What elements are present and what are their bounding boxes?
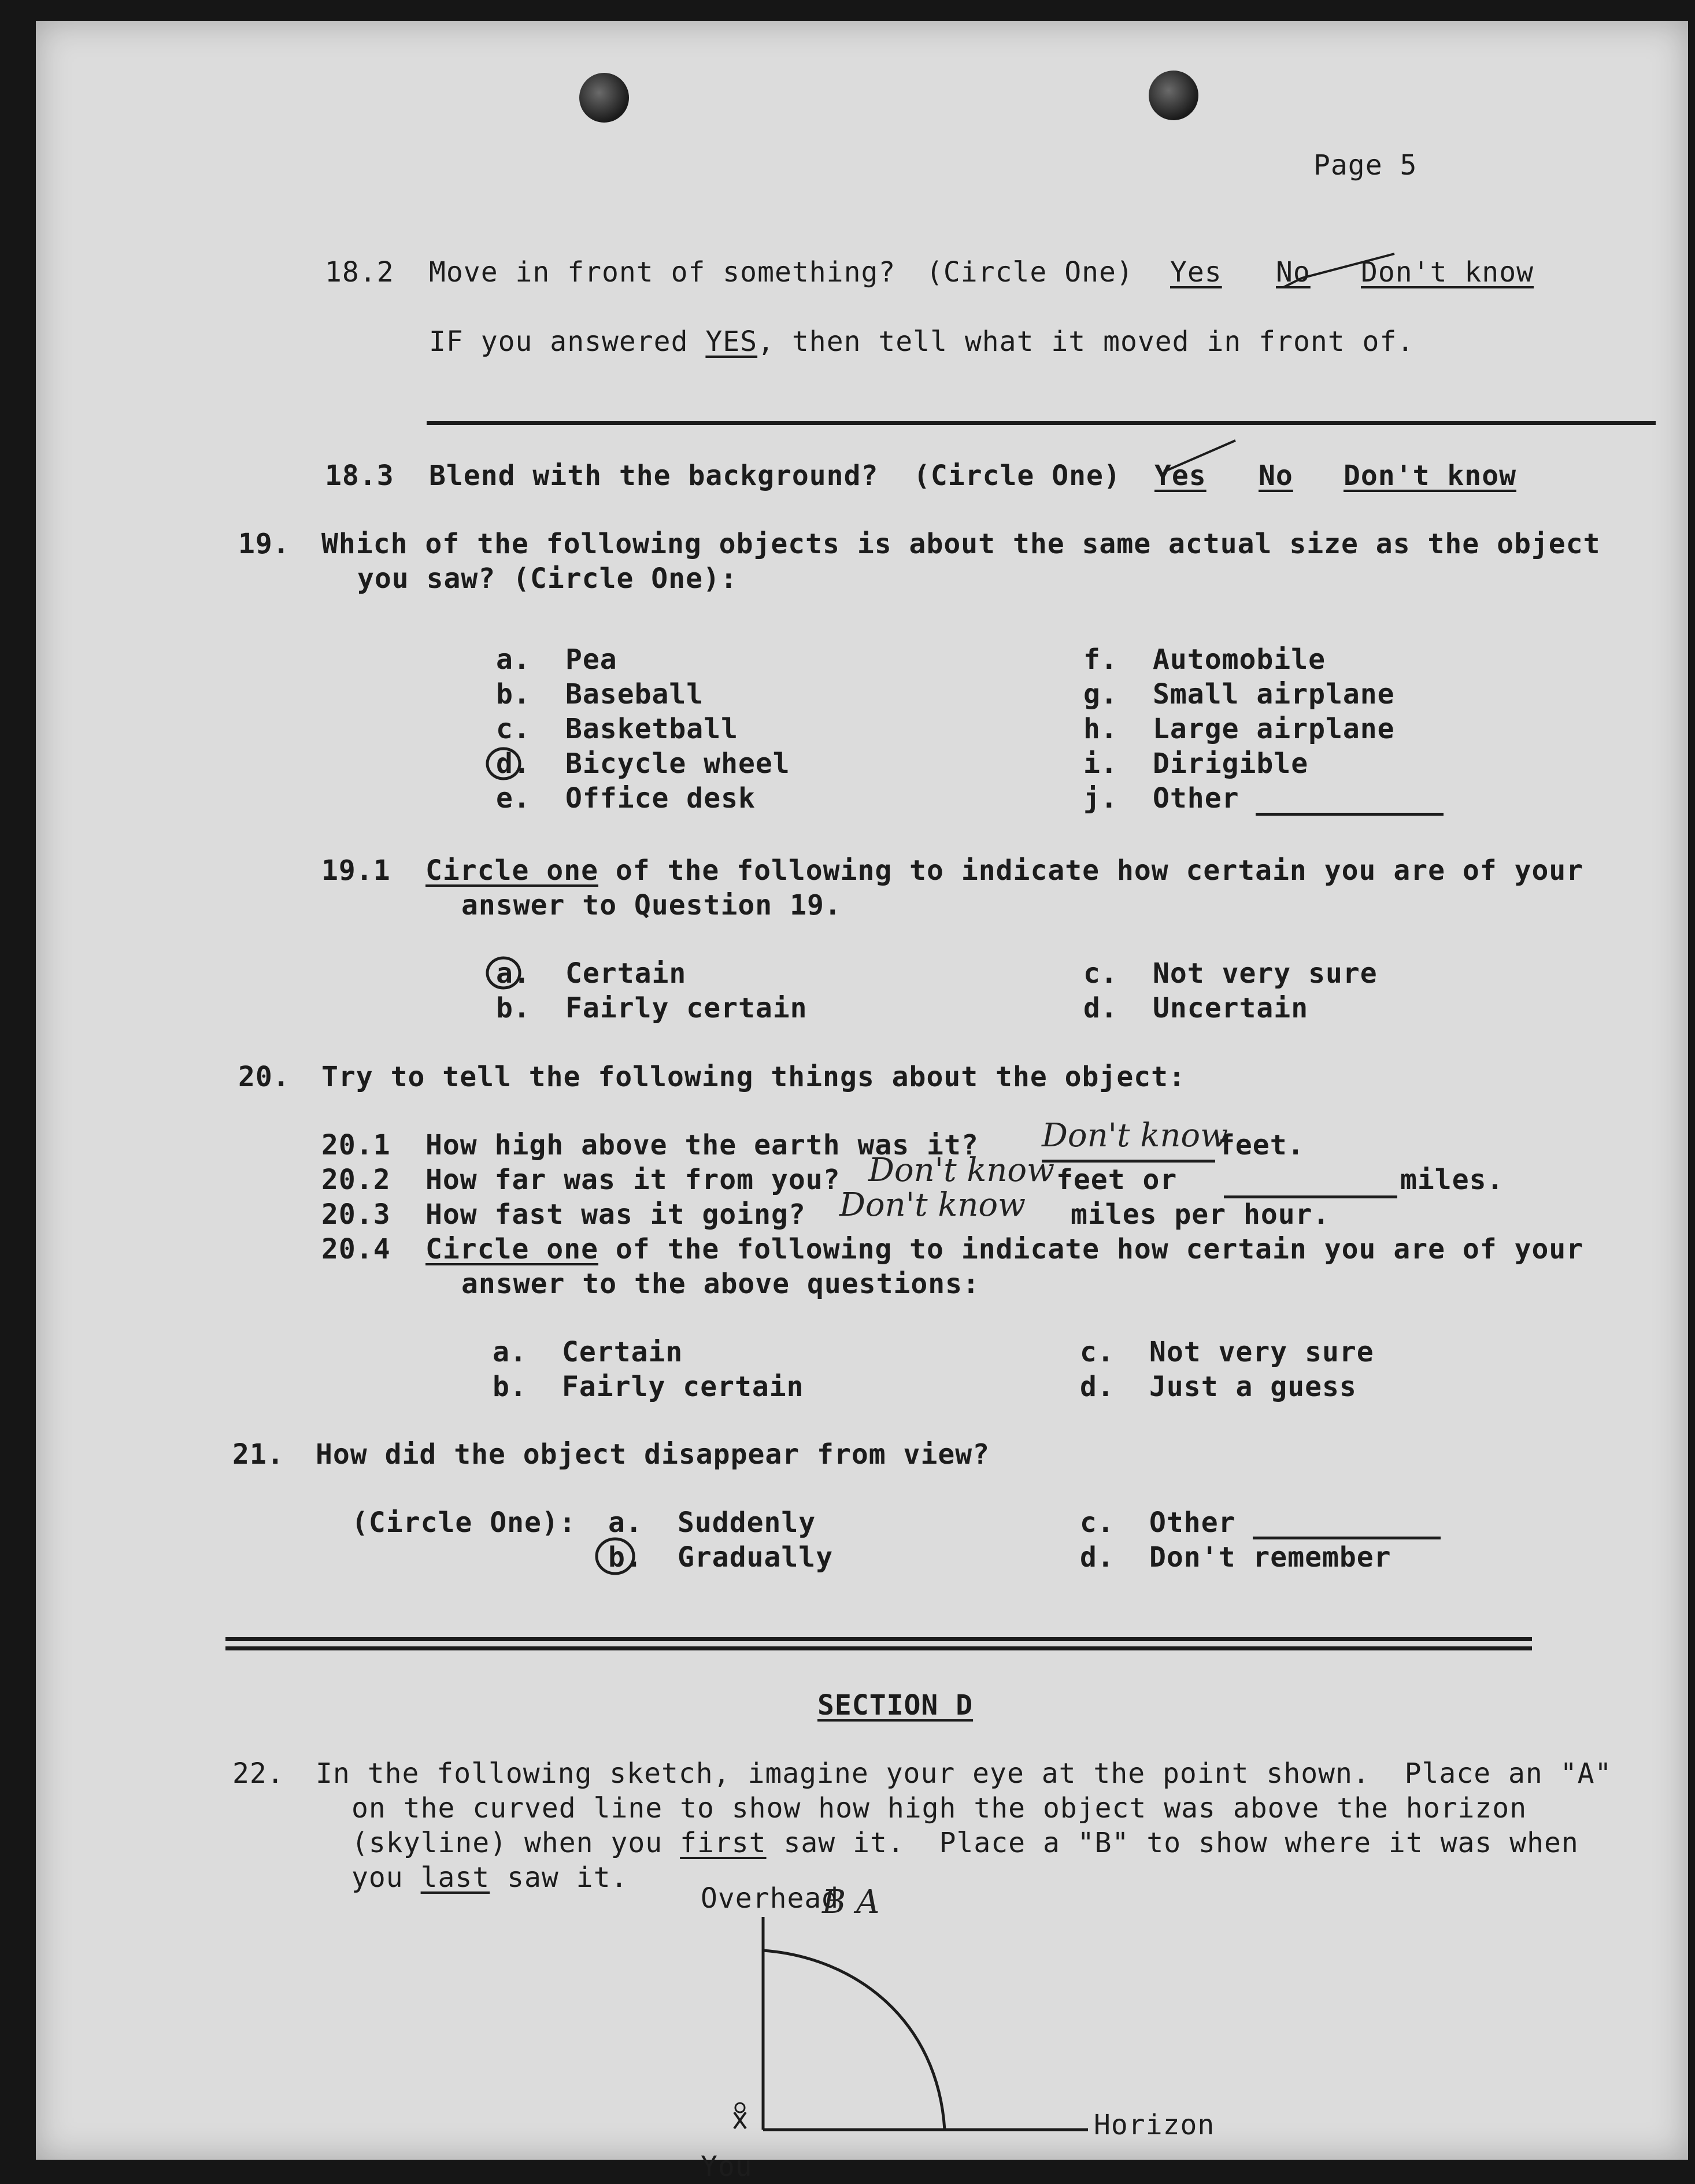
q19-1-number: 19.1 — [321, 854, 391, 887]
q21-text: How did the object disappear from view? — [316, 1438, 990, 1471]
eye-point-figure — [734, 2103, 746, 2129]
q20-2-number: 20.2 — [321, 1164, 391, 1196]
sketch-overhead-label: Overhead — [701, 1882, 839, 1915]
q19-letter-c: c. — [496, 713, 531, 745]
q20-3-unit: miles per hour. — [1071, 1198, 1330, 1231]
q19-letter-j: j. — [1083, 782, 1118, 815]
q20-3-text: How fast was it going? — [425, 1198, 806, 1231]
q20-1-unit: feet. — [1218, 1129, 1305, 1161]
q19-option-other[interactable]: Other — [1153, 782, 1239, 815]
q21-instruction: (Circle One): — [351, 1506, 576, 1539]
q21-letter-c: c. — [1080, 1506, 1115, 1539]
q18-2-answer-line[interactable] — [427, 421, 1656, 425]
document-page — [36, 21, 1688, 2183]
q19-1-line2: answer to Question 19. — [461, 889, 842, 921]
q19-letter-f: f. — [1083, 643, 1118, 676]
q19-line1: Which of the following objects is about the same actual size as the object — [321, 528, 1601, 560]
q21-answer-circle — [592, 1535, 638, 1577]
q20-option-just-a-guess[interactable]: Just a guess — [1149, 1371, 1357, 1403]
q19-line2: you saw? (Circle One): — [357, 562, 738, 595]
q20-option-certain[interactable]: Certain — [562, 1336, 683, 1368]
q18-2-followup-keyword: YES — [705, 325, 758, 358]
q19-option-basketball[interactable]: Basketball — [565, 713, 738, 745]
q19-option-pea[interactable]: Pea — [565, 643, 617, 676]
q22-keyword-first: first — [680, 1827, 767, 1859]
q19-letter-d: d. — [496, 747, 531, 780]
q19-1-letter-c: c. — [1083, 957, 1118, 990]
q19-letter-b: b. — [496, 678, 531, 710]
q22-line2: on the curved line to show how high the object was above the horizon — [351, 1792, 1527, 1824]
q21-option-other[interactable]: Other — [1149, 1506, 1236, 1539]
q20-2-unit: feet or — [1056, 1164, 1178, 1196]
q19-option-baseball[interactable]: Baseball — [565, 678, 704, 710]
q20-1-handwritten-answer[interactable]: Don't know — [1042, 1117, 1228, 1154]
punch-hole-right — [1149, 71, 1198, 120]
q18-3-question: Blend with the background? — [429, 460, 879, 492]
q21-letter-d: d. — [1080, 1541, 1115, 1574]
q19-number: 19. — [238, 528, 290, 560]
section-divider-bottom — [225, 1646, 1532, 1650]
q22-line4: you last saw it. — [351, 1861, 628, 1894]
q20-option-not-very-sure[interactable]: Not very sure — [1149, 1336, 1374, 1368]
q20-4-line1: Circle one of the following to indicate how certain you are of your — [425, 1233, 1584, 1265]
q19-option-small-airplane[interactable]: Small airplane — [1153, 678, 1395, 710]
q20-number: 20. — [238, 1061, 290, 1093]
q18-2-option-dont-know[interactable]: Don't know — [1361, 256, 1534, 288]
horizon-sketch[interactable] — [614, 1911, 1134, 2142]
q18-2-option-yes[interactable]: Yes — [1170, 256, 1222, 288]
q18-2-check-mark — [1279, 249, 1406, 295]
q19-option-dirigible[interactable]: Dirigible — [1153, 747, 1309, 780]
q20-option-fairly-certain[interactable]: Fairly certain — [562, 1371, 804, 1403]
q22-number: 22. — [232, 1757, 284, 1790]
q19-option-automobile[interactable]: Automobile — [1153, 643, 1326, 676]
q20-1-text: How high above the earth was it? — [425, 1129, 979, 1161]
q19-letter-e: e. — [496, 782, 531, 815]
q20-letter-d: d. — [1080, 1371, 1115, 1403]
q20-3-number: 20.3 — [321, 1198, 391, 1231]
q19-option-office-desk[interactable]: Office desk — [565, 782, 756, 815]
q21-number: 21. — [232, 1438, 284, 1471]
page-number: Page 5 — [1313, 149, 1418, 182]
q19-letter-a: a. — [496, 643, 531, 676]
q19-1-letter-d: d. — [1083, 992, 1118, 1024]
section-divider-top — [225, 1637, 1532, 1641]
q22-keyword-last: last — [420, 1861, 490, 1894]
q19-other-blank[interactable] — [1256, 813, 1444, 816]
q19-1-option-not-very-sure[interactable]: Not very sure — [1153, 957, 1378, 990]
q19-answer-circle — [484, 745, 524, 783]
q20-4-line2: answer to the above questions: — [461, 1268, 980, 1300]
q21-option-suddenly[interactable]: Suddenly — [678, 1506, 816, 1539]
q19-1-option-uncertain[interactable]: Uncertain — [1153, 992, 1309, 1024]
q18-2-instruction: (Circle One) — [926, 256, 1134, 288]
q18-3-option-no[interactable]: No — [1259, 460, 1293, 492]
q21-other-blank[interactable] — [1253, 1537, 1441, 1539]
q20-2-handwritten-answer[interactable]: Don't know — [868, 1152, 1055, 1189]
q20-1-number: 20.1 — [321, 1129, 391, 1161]
q21-letter-b: b. — [608, 1541, 643, 1574]
q18-3-option-yes[interactable]: Yes — [1154, 460, 1207, 492]
q19-option-bicycle-wheel[interactable]: Bicycle wheel — [565, 747, 790, 780]
q19-option-large-airplane[interactable]: Large airplane — [1153, 713, 1395, 745]
punch-hole-left — [579, 73, 629, 123]
q18-2-question: Move in front of something? — [429, 256, 896, 288]
q18-3-option-dont-know[interactable]: Don't know — [1344, 460, 1516, 492]
q19-letter-i: i. — [1083, 747, 1118, 780]
q19-letter-h: h. — [1083, 713, 1118, 745]
q18-3-number: 18.3 — [325, 460, 394, 492]
q20-letter-b: b. — [493, 1371, 527, 1403]
q22-line1: In the following sketch, imagine your eye at the point shown. Place an "A" — [316, 1757, 1612, 1790]
sketch-you-label: You — [701, 2150, 753, 2183]
q19-1-letter-a: a. — [496, 957, 531, 990]
q19-1-letter-b: b. — [496, 992, 531, 1024]
q22-line3: (skyline) when you first saw it. Place a "B" to show where it was when — [351, 1827, 1579, 1859]
section-title: SECTION D — [817, 1689, 974, 1722]
q20-2-unit2: miles. — [1400, 1164, 1504, 1196]
sketch-handwritten-marks: B A — [822, 1883, 880, 1921]
q18-3-check-mark — [1160, 437, 1241, 477]
q20-2-text: How far was it from you? — [425, 1164, 841, 1196]
q20-4-keyword: Circle one — [425, 1233, 598, 1265]
q18-2-number: 18.2 — [325, 256, 394, 288]
q19-1-option-fairly-certain[interactable]: Fairly certain — [565, 992, 808, 1024]
q20-letter-a: a. — [493, 1336, 527, 1368]
q18-2-followup: IF you answered YES, then tell what it moved in front of. — [429, 325, 1415, 358]
q19-1-line1: Circle one of the following to indicate how certain you are of your — [425, 854, 1584, 887]
q20-3-handwritten-answer[interactable]: Don't know — [839, 1186, 1026, 1224]
q19-1-option-certain[interactable]: Certain — [565, 957, 687, 990]
q21-option-gradually[interactable]: Gradually — [678, 1541, 834, 1574]
q19-letter-g: g. — [1083, 678, 1118, 710]
q18-3-instruction: (Circle One) — [913, 460, 1121, 492]
q19-1-keyword: Circle one — [425, 854, 598, 887]
q21-option-dont-remember[interactable]: Don't remember — [1149, 1541, 1391, 1574]
q19-1-answer-circle — [484, 954, 524, 992]
q18-2-option-no[interactable]: No — [1276, 256, 1311, 288]
q20-4-number: 20.4 — [321, 1233, 391, 1265]
q20-text: Try to tell the following things about the object: — [321, 1061, 1186, 1093]
sketch-horizon-label: Horizon — [1094, 2109, 1215, 2141]
q20-letter-c: c. — [1080, 1336, 1115, 1368]
q21-letter-a: a. — [608, 1506, 643, 1539]
